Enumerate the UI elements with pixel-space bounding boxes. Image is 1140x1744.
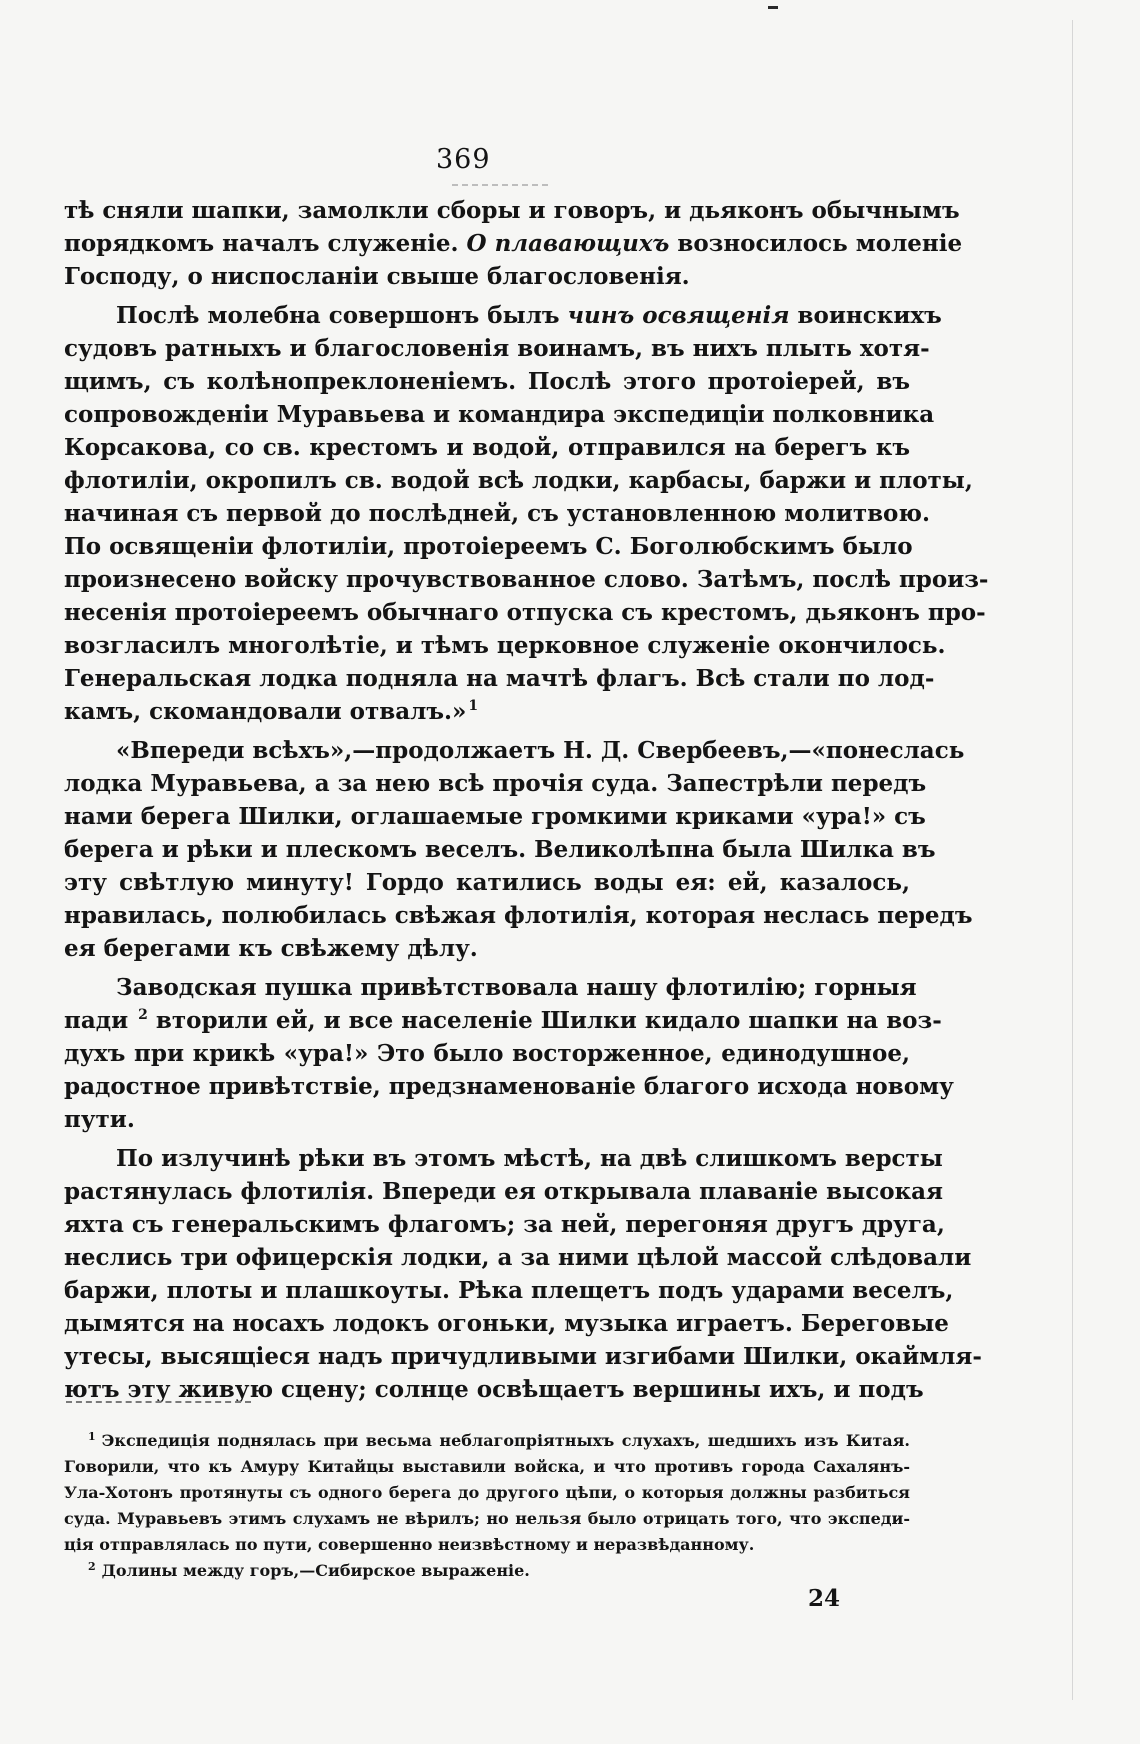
text-line [64,1307,949,1340]
text-line [64,866,910,899]
text-segment: неслись три офицерскія лодки, а за ними цѣлой массой слѣдовали [64,1244,972,1271]
text-segment: Заводская пушка привѣтствовала нашу флотилію; горныя [116,974,917,1001]
paragraph [64,299,989,728]
text-line [64,1208,945,1241]
text-segment: баржи, плоты и плашкоуты. Рѣка плещетъ подъ ударами веселъ, [64,1277,954,1304]
text-line [64,1241,972,1274]
emphasis-text: О плавающихъ [466,230,670,257]
text-segment: ютъ эту живую сцену; солнце освѣщаетъ вершины ихъ, и подъ [64,1376,924,1403]
footnote-rule [66,1401,251,1403]
footnote-text: суда. Муравьевъ этимъ слухамъ не вѣрилъ; но нельзя было отрицать того, что экспеди- [64,1509,910,1528]
text-line [64,1004,942,1037]
footnote-number: 2 [88,1559,96,1573]
footnote-line [64,1558,910,1584]
text-line [64,431,910,464]
text-line [64,1037,910,1070]
text-segment: вторили ей, и все населеніе Шилки кидало шапки на воз- [147,1007,942,1034]
text-segment: эту свѣтлую минуту! Гордо катились воды ея: ей, казалось, [64,869,910,896]
text-line [64,833,936,866]
text-segment: ея берегами къ свѣжему дѣлу. [64,935,478,962]
body-text [64,194,989,1406]
text-line [64,563,989,596]
text-line [64,530,913,563]
text-line [64,365,910,398]
text-line [64,1274,954,1307]
text-line [64,1340,982,1373]
footnote-text: Говорили, что къ Амуру Китайцы выставили войска, и что противъ города Сахалянъ- [64,1457,910,1476]
text-line [64,398,935,431]
text-segment: флотиліи, окропилъ св. водой всѣ лодки, карбасы, баржи и плоты, [64,467,973,494]
footnote [64,1428,910,1558]
header-rule [452,184,548,186]
paragraph [64,971,954,1136]
text-line [64,596,986,629]
text-line [64,464,973,497]
footnote-ref: 1 [468,698,479,715]
footnote-text: Долины между горъ,—Сибирское выраженіе. [101,1561,530,1580]
footnote-line [64,1506,910,1532]
footnotes [64,1428,910,1584]
text-segment: камъ, скомандовали отвалъ.» [64,698,467,725]
text-segment: пади [64,1007,137,1034]
text-segment: дымятся на носахъ лодокъ огоньки, музыка играетъ. Береговые [64,1310,949,1337]
text-segment: тѣ сняли шапки, замолкли сборы и говоръ, и дьяконъ обычнымъ [64,197,960,224]
text-segment: Корсакова, со св. крестомъ и водой, отправился на берегъ къ [64,434,910,461]
text-line [64,899,973,932]
text-segment: берега и рѣки и плескомъ веселъ. Великолѣпна была Шилка въ [64,836,936,863]
footnote-line [64,1480,910,1506]
text-line [64,227,963,260]
emphasis-text: чинъ освященія [567,302,790,329]
text-segment: произнесено войску прочувствованное слово. Затѣмъ, послѣ произ- [64,566,989,593]
scan-edge-mark [768,6,778,9]
text-segment: пути. [64,1106,135,1133]
text-line [64,695,910,728]
text-line [64,1175,944,1208]
text-segment: Господу, о ниспосланіи свыше благословенія. [64,263,690,290]
footnote-line [64,1454,910,1480]
text-line [64,260,910,293]
text-segment: воинскихъ [789,302,942,329]
signature-mark: 24 [808,1585,841,1612]
footnote-ref: 2 [138,1007,148,1024]
text-segment: сопровожденіи Муравьева и командира экспедиціи полковника [64,401,935,428]
footnote-text: ція отправлялась по пути, совершенно неизвѣстному и неразвѣданному. [64,1535,755,1554]
paragraph [64,1142,982,1406]
footnote [64,1558,910,1584]
text-segment: порядкомъ началъ служеніе. [64,230,467,257]
footnote-text: Ула-Хотонъ протянуты съ одного берега до другого цѣпи, о которыя должны разбиться [64,1483,910,1502]
text-segment: судовъ ратныхъ и благословенія воинамъ, въ нихъ плыть хотя- [64,335,930,362]
footnote-line [64,1428,910,1454]
text-segment: утесы, высящіеся надъ причудливыми изгибами Шилки, окаймля- [64,1343,982,1370]
scan-edge-line [1072,20,1073,1700]
text-line [64,734,965,767]
text-segment: радостное привѣтствіе, предзнаменованіе благого исхода новому [64,1073,954,1100]
text-line [64,1142,943,1175]
paragraph [64,734,973,965]
text-segment: возносилось моленіе [669,230,963,257]
text-line [64,332,930,365]
text-segment: яхта съ генеральскимъ флагомъ; за ней, перегоняя другъ друга, [64,1211,945,1238]
text-segment: нравилась, полюбилась свѣжая флотилія, которая неслась передъ [64,902,973,929]
text-line [64,497,930,530]
text-segment: «Впереди всѣхъ»,—продолжаетъ Н. Д. Свербеевъ,—«понеслась [116,737,965,764]
footnote-text: Экспедиція поднялась при весьма неблагопріятныхъ слухахъ, шедшихъ изъ Китая. [101,1431,910,1450]
text-segment: несенія протоіереемъ обычнаго отпуска съ крестомъ, дьяконъ про- [64,599,986,626]
text-line [64,1103,910,1136]
text-line [64,767,927,800]
text-segment: нами берега Шилки, оглашаемые громкими криками «ура!» съ [64,803,926,830]
text-segment: духъ при крикѣ «ура!» Это было восторженное, единодушное, [64,1040,910,1067]
text-line [64,662,935,695]
text-line [64,1070,954,1103]
text-line [64,932,910,965]
text-segment: По излучинѣ рѣки въ этомъ мѣстѣ, на двѣ слишкомъ версты [116,1145,943,1172]
text-segment: Генеральская лодка подняла на мачтѣ флагъ. Всѣ стали по лод- [64,665,935,692]
text-segment: щимъ, съ колѣнопреклоненіемъ. Послѣ этого протоіерей, въ [64,368,910,395]
text-segment: возгласилъ многолѣтіе, и тѣмъ церковное служеніе окончилось. [64,632,946,659]
text-segment: растянулась флотилія. Впереди ея открывала плаваніе высокая [64,1178,944,1205]
page-number: 369 [436,144,491,175]
text-line [64,629,946,662]
text-line [64,299,942,332]
text-segment: начиная съ первой до послѣдней, съ установленною молитвою. [64,500,930,527]
footnote-number: 1 [88,1429,96,1443]
footnote-line [64,1532,910,1558]
text-line [64,800,926,833]
text-segment: лодка Муравьева, а за нею всѣ прочія суда. Запестрѣли передъ [64,770,927,797]
text-line [64,194,960,227]
paragraph [64,194,963,293]
text-line [64,971,917,1004]
text-segment: По освященіи флотиліи, протоіереемъ С. Боголюбскимъ было [64,533,913,560]
text-segment: Послѣ молебна совершонъ былъ [116,302,568,329]
